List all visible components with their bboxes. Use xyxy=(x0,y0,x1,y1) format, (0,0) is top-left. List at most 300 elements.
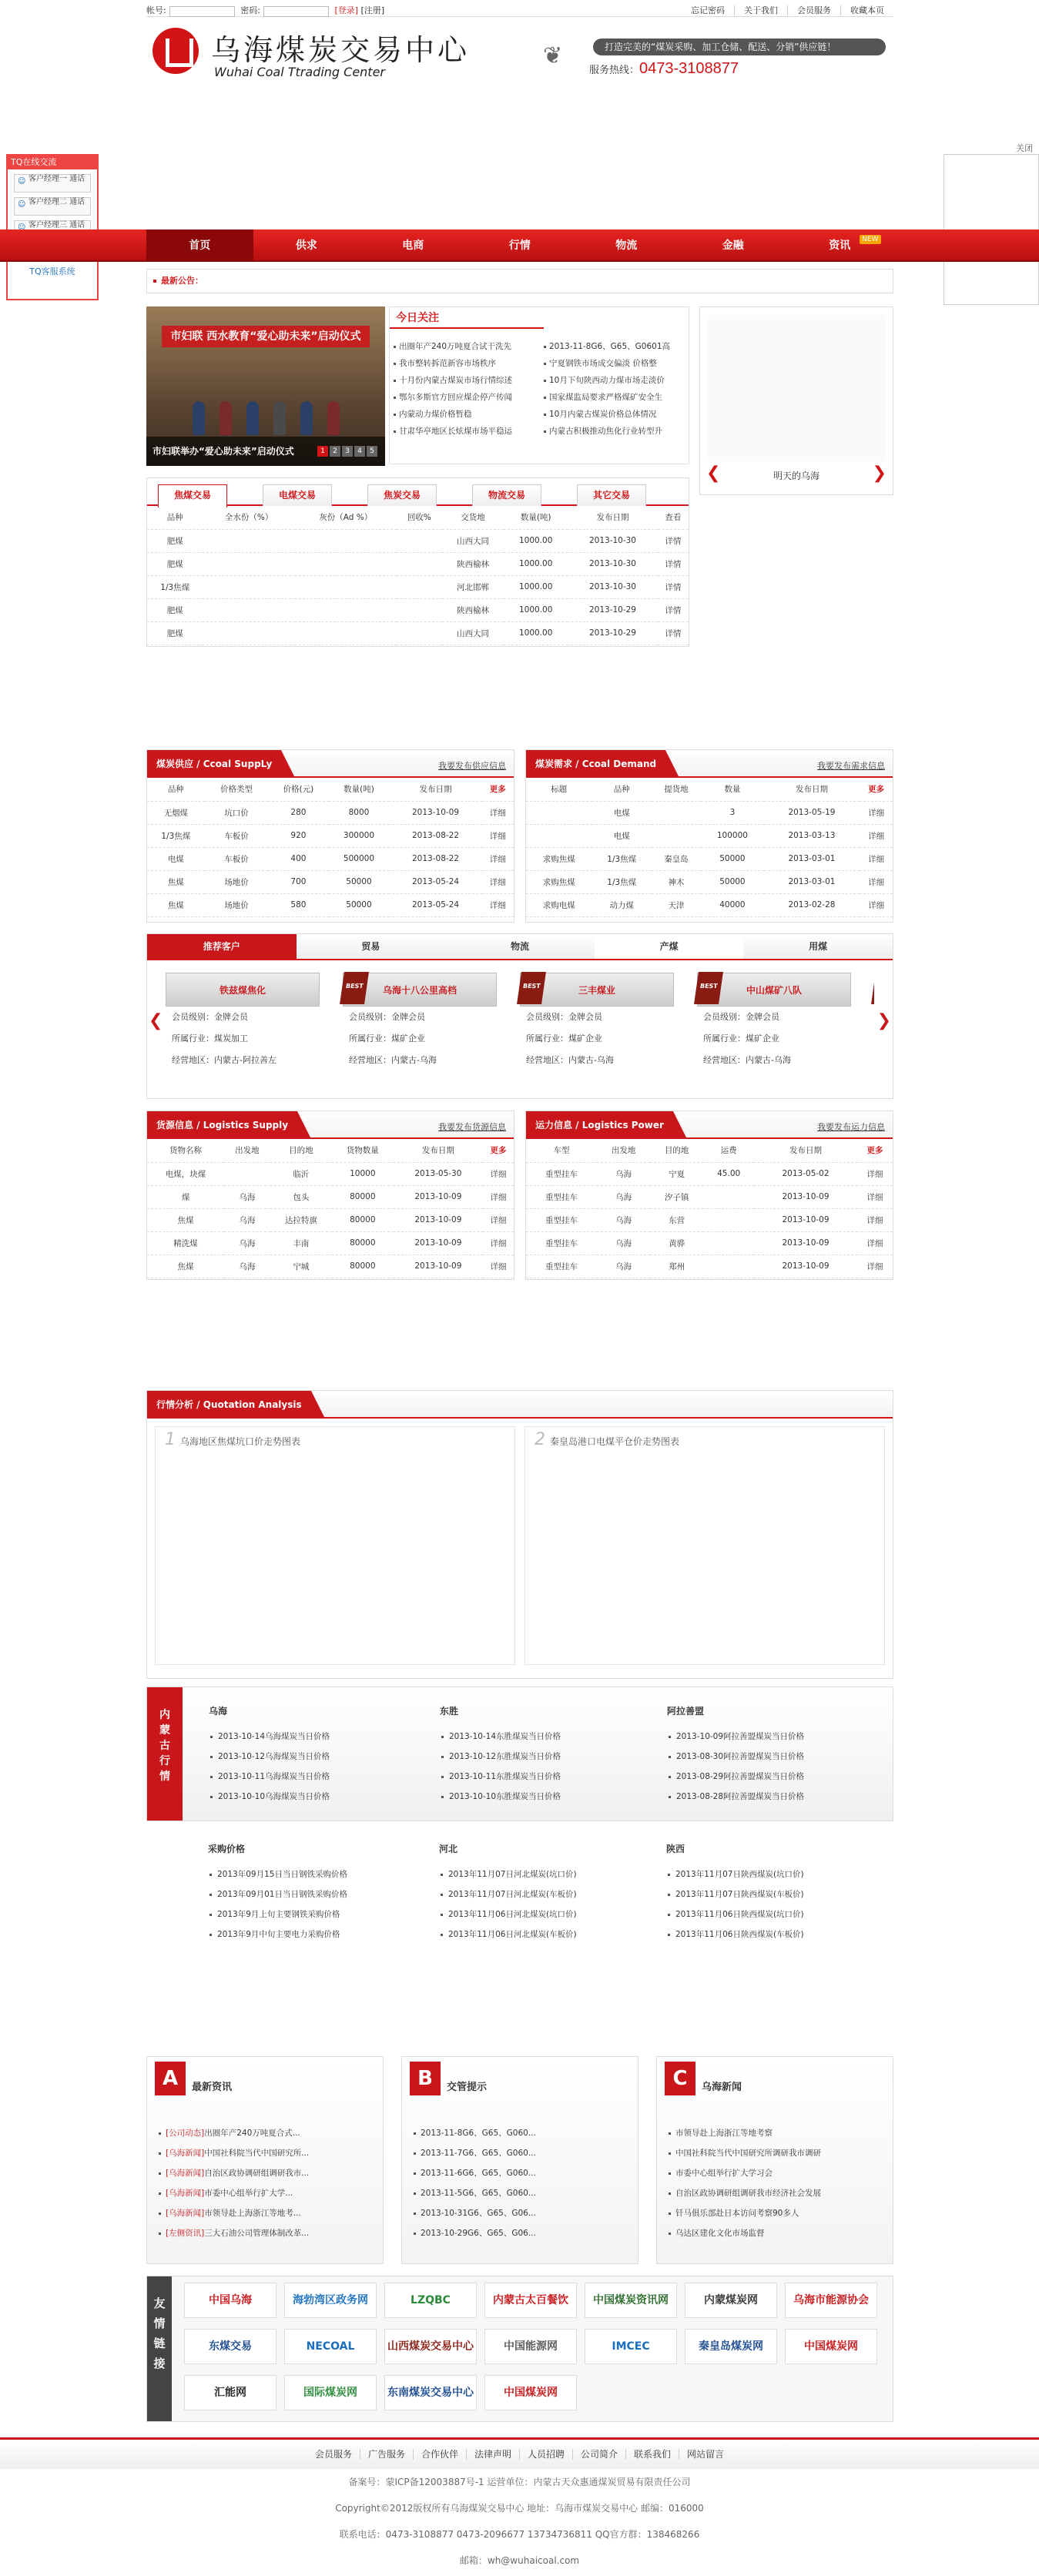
detail-link[interactable]: 详细 xyxy=(483,1231,514,1255)
table-header: 品种 xyxy=(147,506,203,529)
focus-item[interactable]: 内蒙动力煤价格暂稳 xyxy=(390,406,540,423)
table-cell: 包头 xyxy=(270,1185,332,1208)
market-item[interactable]: 2013-10-14乌海煤炭当日价格 xyxy=(209,1727,330,1747)
market-item[interactable]: 2013年09月01日当日钢铁采购价格 xyxy=(208,1884,347,1904)
detail-link[interactable]: 详细 xyxy=(857,1185,893,1208)
register-link[interactable]: [注册] xyxy=(360,5,385,15)
detail-link[interactable]: 详细 xyxy=(482,824,514,847)
market-item[interactable]: 2013年11月07日河北煤炭(坑口价) xyxy=(439,1864,577,1884)
customer-name: 中山煤矿八队 xyxy=(746,985,802,996)
link-logo[interactable]: 东南煤炭交易中心 xyxy=(384,2375,477,2410)
news-item[interactable]: 自治区政协调研组调研我市经济社会发展 xyxy=(668,2183,887,2203)
table-header: 灰份（Ad %） xyxy=(295,506,397,529)
table-row xyxy=(526,1185,893,1208)
table-cell: 宁夏 xyxy=(650,1162,703,1185)
table-cell: 山西大同 xyxy=(442,621,504,645)
table-header: 标题 xyxy=(526,778,592,801)
table-cell xyxy=(295,575,397,598)
qq-item[interactable]: ☺ 客户经理一 通话 xyxy=(14,174,91,193)
customer-line: 会员级别：金牌会员 xyxy=(703,1012,779,1022)
detail-link[interactable]: 详细 xyxy=(860,801,893,824)
detail-link[interactable]: 详细 xyxy=(857,1208,893,1231)
news-item[interactable]: 2013-11-6G6、G65、G060... xyxy=(413,2163,632,2183)
link-logo[interactable]: 内蒙煤炭网 xyxy=(685,2283,777,2318)
table-cell: 2013-02-28 xyxy=(764,893,860,916)
table-cell: 2013-10-09 xyxy=(394,1208,483,1231)
demand-table xyxy=(526,778,893,917)
table-cell: 重型挂车 xyxy=(526,1185,597,1208)
tab-customer[interactable]: 推荐客户 xyxy=(147,934,297,959)
focus-item[interactable]: 甘肃华亭地区长炫煤市场平稳运 xyxy=(390,423,540,440)
market-item[interactable]: 2013年9月中旬主要电力采购价格 xyxy=(208,1924,347,1945)
table-cell: 汐子镇 xyxy=(650,1185,703,1208)
table-row xyxy=(526,1162,893,1185)
nav-item[interactable]: 行情 xyxy=(508,240,531,252)
slideshow[interactable] xyxy=(146,307,385,466)
news-text: 市委中心组举行扩大学... xyxy=(204,2189,293,2198)
table-cell: 场地价 xyxy=(205,870,269,893)
focus-item[interactable]: 鄂尔多斯官方回应煤企停产传闻 xyxy=(390,389,540,406)
table-cell: 1/3焦煤 xyxy=(147,824,205,847)
table-row xyxy=(526,870,893,893)
table-row xyxy=(147,1255,514,1278)
tab-customer[interactable]: 物流 xyxy=(510,941,529,952)
table-cell: 陕西榆林 xyxy=(442,598,504,621)
detail-link[interactable]: 详细 xyxy=(860,870,893,893)
table-cell: 焦煤 xyxy=(147,893,205,916)
top-link[interactable]: 会员服务 xyxy=(787,5,840,15)
tab-trade[interactable]: 电煤交易 xyxy=(263,484,332,506)
coal-supply-section xyxy=(146,749,514,923)
table-cell: 临沂 xyxy=(270,1162,332,1185)
more-link[interactable]: 更多 xyxy=(482,778,514,801)
table-cell xyxy=(203,552,294,575)
slide-dot[interactable]: 2 xyxy=(330,446,340,457)
customer-name: 乌海十八公里高档 xyxy=(382,985,457,996)
market-col-title: 采购价格 xyxy=(208,1844,246,1854)
tab-trade[interactable]: 物流交易 xyxy=(472,484,541,506)
table-header: 品种 xyxy=(592,778,652,801)
slide-dot[interactable]: 3 xyxy=(342,446,353,457)
market-item[interactable]: 2013年11月06日河北煤炭(车板价) xyxy=(439,1924,577,1945)
market-item[interactable]: 2013-10-10东胜煤炭当日价格 xyxy=(440,1787,561,1807)
news-item[interactable]: 2013-10-31G6、G65、G06... xyxy=(413,2203,632,2223)
customer-card[interactable] xyxy=(166,973,320,1088)
table-cell: 2013-10-09 xyxy=(389,801,481,824)
table-cell xyxy=(397,529,442,552)
table-cell: 电煤 xyxy=(592,824,652,847)
publish-capacity-link[interactable]: 我要发布运力信息 xyxy=(817,1122,885,1132)
person-figure xyxy=(273,401,286,435)
city-showcase xyxy=(699,307,893,495)
detail-link[interactable]: 详细 xyxy=(482,801,514,824)
tab-customer[interactable]: 贸易 xyxy=(361,941,380,952)
table-cell: 电煤，块煤 xyxy=(147,1162,224,1185)
detail-link[interactable]: 详细 xyxy=(483,1208,514,1231)
link-logo[interactable]: 中国煤炭资讯网 xyxy=(585,2283,677,2318)
customer-card[interactable] xyxy=(343,973,497,1088)
table-row xyxy=(147,598,689,621)
table-row xyxy=(526,1255,893,1278)
quotation-analysis xyxy=(146,1390,893,1679)
more-link[interactable]: 更多 xyxy=(483,1139,514,1162)
detail-link[interactable]: 详细 xyxy=(482,847,514,870)
table-cell: 2013-10-09 xyxy=(754,1231,857,1255)
tab-trade[interactable]: 其它交易 xyxy=(577,484,646,506)
table-cell: 700 xyxy=(268,870,328,893)
table-header-row xyxy=(147,778,514,801)
market-col-title: 阿拉善盟 xyxy=(667,1706,705,1717)
city-picture[interactable] xyxy=(708,315,885,461)
news-item[interactable]: 市领导赴上海浙江等地考察 xyxy=(668,2123,887,2143)
table-cell: 300000 xyxy=(329,824,390,847)
top-link[interactable]: 关于我们 xyxy=(734,5,787,15)
top-link[interactable]: 忘记密码 xyxy=(691,5,725,15)
footer-line: 联系电话：0473-3108877 0473-2096677 13734736811 QQ官方群：138468266 xyxy=(339,2529,700,2540)
detail-link[interactable]: 详细 xyxy=(860,847,893,870)
table-row xyxy=(526,801,893,824)
link-logo[interactable]: 中国能源网 xyxy=(484,2329,577,2364)
link-logo[interactable]: 东煤交易 xyxy=(184,2329,277,2364)
footer-link[interactable]: 会员服务 xyxy=(314,2449,352,2460)
table-cell: 求购焦煤 xyxy=(526,870,592,893)
customer-card[interactable] xyxy=(520,973,674,1088)
link-logo[interactable]: LZQBC xyxy=(384,2283,477,2318)
today-focus xyxy=(389,307,689,464)
news-item[interactable] xyxy=(158,2203,377,2223)
table-cell: 45.00 xyxy=(703,1162,754,1185)
footer-link[interactable]: 法律声明 xyxy=(466,2449,519,2460)
more-link[interactable]: 更多 xyxy=(857,1139,893,1162)
news-badge: C xyxy=(665,2062,695,2095)
table-cell: 2013-05-02 xyxy=(754,1162,857,1185)
section-title: 货源信息 / Logistics Supply xyxy=(147,1111,297,1139)
news-tag: [公司动态] xyxy=(166,2129,205,2138)
publish-supply-link[interactable]: 我要发布供应信息 xyxy=(438,761,506,771)
table-header-row xyxy=(147,1139,514,1162)
market-item[interactable]: 2013-08-30阿拉善盟煤炭当日价格 xyxy=(667,1747,804,1767)
section-title: 运力信息 / Logistics Power xyxy=(526,1111,673,1139)
news-item[interactable] xyxy=(158,2223,377,2243)
table-cell: 乌海 xyxy=(224,1255,270,1278)
ad-close-button[interactable]: 关闭 xyxy=(1016,143,1033,153)
publish-cargo-link[interactable]: 我要发布货源信息 xyxy=(438,1122,506,1132)
focus-item[interactable]: 十月份内蒙古煤炭市场行情综述 xyxy=(390,372,540,389)
table-cell xyxy=(295,621,397,645)
footer-link[interactable]: 公司简介 xyxy=(572,2449,625,2460)
market-item[interactable]: 2013-10-12东胜煤炭当日价格 xyxy=(440,1747,561,1767)
tab-customer[interactable]: 用煤 xyxy=(809,941,828,952)
person-figure xyxy=(300,401,313,435)
table-cell: 2013-10-09 xyxy=(754,1255,857,1278)
detail-link[interactable]: 详情 xyxy=(658,552,689,575)
trade-panel xyxy=(146,477,689,647)
table-cell: 2013-10-09 xyxy=(754,1208,857,1231)
table-cell: 2013-10-09 xyxy=(394,1185,483,1208)
detail-link[interactable]: 详细 xyxy=(860,824,893,847)
table-cell: 2013-03-01 xyxy=(764,847,860,870)
table-row xyxy=(147,575,689,598)
table-cell xyxy=(295,598,397,621)
market-item[interactable]: 2013-08-29阿拉善盟煤炭当日价格 xyxy=(667,1767,804,1787)
price-chart-qinhuangdao[interactable] xyxy=(525,1426,885,1665)
footer-link[interactable]: 联系我们 xyxy=(625,2449,679,2460)
focus-item[interactable]: 出圈年产240万吨夏合试干洗先 xyxy=(390,338,540,355)
nav-item-label: 资讯 xyxy=(829,240,851,252)
table-row xyxy=(526,824,893,847)
table-header: 全水份（%） xyxy=(203,506,294,529)
detail-link[interactable]: 详细 xyxy=(483,1162,514,1185)
market-item[interactable]: 2013年11月06日陕西煤炭(车板价) xyxy=(666,1924,804,1945)
link-logo[interactable]: IMCEC xyxy=(585,2329,677,2364)
table-cell xyxy=(703,1255,754,1278)
market-item[interactable]: 2013-10-09阿拉善盟煤炭当日价格 xyxy=(667,1727,804,1747)
news-item[interactable]: 2013-10-29G6、G65、G06... xyxy=(413,2223,632,2243)
market-item[interactable]: 2013-10-10乌海煤炭当日价格 xyxy=(209,1787,330,1807)
link-logo[interactable]: 中国乌海 xyxy=(184,2283,277,2318)
detail-link[interactable]: 详细 xyxy=(482,870,514,893)
footer-link[interactable]: 网站留言 xyxy=(679,2449,732,2460)
table-header: 发布日期 xyxy=(394,1139,483,1162)
nav-item[interactable]: 金融 xyxy=(722,240,744,252)
table-cell: 1000.00 xyxy=(504,621,568,645)
table-cell: 580 xyxy=(268,893,328,916)
slide-dot[interactable]: 4 xyxy=(354,446,365,457)
focus-item[interactable]: 内蒙古积极推动焦化行业转型升 xyxy=(540,423,690,440)
table-cell: 乌海 xyxy=(224,1231,270,1255)
market-item[interactable]: 2013-10-11东胜煤炭当日价格 xyxy=(440,1767,561,1787)
nav-item[interactable]: 首页 xyxy=(146,229,253,262)
table-header: 货物数量 xyxy=(332,1139,394,1162)
news-title: 交管提示 xyxy=(447,2082,488,2093)
customer-card[interactable] xyxy=(697,973,851,1088)
footer-line: 备案号：蒙ICP备12003887号-1 运营单位：内蒙古天众惠通煤炭贸易有限责任公司 xyxy=(348,2477,691,2487)
news-item[interactable] xyxy=(158,2143,377,2163)
news-item[interactable]: 市委中心组举行扩大学习会 xyxy=(668,2163,887,2183)
focus-item[interactable]: 2013-11-8G6、G65、G0601高 xyxy=(540,338,690,355)
news-text: 自治区政协调研组调研我市... xyxy=(204,2169,310,2178)
slide-caption[interactable]: 市妇联举办“爱心助未来”启动仪式 xyxy=(146,437,385,466)
detail-link[interactable]: 详细 xyxy=(483,1255,514,1278)
other-market xyxy=(146,1833,893,1964)
table-row xyxy=(147,870,514,893)
news-item[interactable]: 2013-11-5G6、G65、G060... xyxy=(413,2183,632,2203)
news-badge: B xyxy=(410,2062,441,2095)
tab-trade[interactable]: 焦煤交易 xyxy=(158,484,227,507)
customer-prev-icon[interactable]: ❮ xyxy=(149,1011,163,1030)
market-item[interactable]: 2013年09月15日当日钢铁采购价格 xyxy=(208,1864,347,1884)
focus-item[interactable]: 10月下旬陕西动力煤市场走淡价 xyxy=(540,372,690,389)
market-item[interactable]: 2013年11月06日河北煤炭(坑口价) xyxy=(439,1904,577,1924)
focus-item[interactable]: 国家煤监局要求严格煤矿安全生 xyxy=(540,389,690,406)
table-cell xyxy=(203,621,294,645)
table-cell: 2013-10-29 xyxy=(568,621,658,645)
customer-line: 所属行业：煤炭加工 xyxy=(172,1033,248,1043)
table-header: 发布日期 xyxy=(568,506,658,529)
table-cell: 重型挂车 xyxy=(526,1255,597,1278)
table-header: 车型 xyxy=(526,1139,597,1162)
news-box-c xyxy=(656,2056,893,2264)
news-item[interactable] xyxy=(158,2123,377,2143)
tab-trade[interactable]: 焦炭交易 xyxy=(367,484,437,506)
focus-list-right xyxy=(540,332,690,440)
customer-line: 经营地区：内蒙古-阿拉善左 xyxy=(172,1055,277,1065)
market-item[interactable]: 2013年11月07日陕西煤炭(车板价) xyxy=(666,1884,804,1904)
news-text: 中国社科院当代中国研究所... xyxy=(204,2149,310,2158)
table-row xyxy=(147,801,514,824)
table-cell: 重型挂车 xyxy=(526,1231,597,1255)
table-cell xyxy=(397,598,442,621)
detail-link[interactable]: 详细 xyxy=(857,1255,893,1278)
market-item[interactable]: 2013年9月上旬主要钢铁采购价格 xyxy=(208,1904,347,1924)
customer-next-icon[interactable]: ❯ xyxy=(876,1011,891,1030)
news-item[interactable]: 乌达区建化文化市场监督 xyxy=(668,2223,887,2243)
table-header: 价格(元) xyxy=(268,778,328,801)
detail-link[interactable]: 详细 xyxy=(860,893,893,916)
login-button[interactable]: [登录] xyxy=(334,5,359,15)
news-text: 市领导赴上海浙江等地考... xyxy=(204,2209,301,2218)
link-logo[interactable]: 内蒙古太百餐饮 xyxy=(484,2283,577,2318)
table-cell: 2013-05-30 xyxy=(394,1162,483,1185)
table-cell: 乌海 xyxy=(224,1208,270,1231)
table-cell: 50000 xyxy=(329,870,390,893)
detail-link[interactable]: 详情 xyxy=(658,621,689,645)
table-cell: 920 xyxy=(268,824,328,847)
qq-item[interactable]: ☺ 客户经理三 通话 xyxy=(14,220,91,239)
table-cell: 50000 xyxy=(701,870,764,893)
table-cell: 2013-10-09 xyxy=(754,1185,857,1208)
coal-demand-section xyxy=(525,749,893,923)
link-logo[interactable]: 山西煤炭交易中心 xyxy=(384,2329,477,2364)
slide-dot[interactable]: 1 xyxy=(317,446,328,457)
footer-link[interactable]: 人员招聘 xyxy=(519,2449,572,2460)
table-cell xyxy=(295,529,397,552)
chart-number: 1 xyxy=(165,1430,176,1449)
detail-link[interactable]: 详情 xyxy=(658,575,689,598)
more-link[interactable]: 更多 xyxy=(860,778,893,801)
qq-item[interactable]: ☺ 客户经理二 通话 xyxy=(14,197,91,216)
link-logo[interactable]: 中国煤炭网 xyxy=(785,2329,877,2364)
footer-line: Copyright©2012版权所有乌海煤炭交易中心 地址：乌海市煤炭交易中心 邮编：016000 xyxy=(335,2503,704,2514)
logo-mark-icon xyxy=(152,28,199,74)
customer-line: 会员级别：金牌会员 xyxy=(526,1012,602,1022)
market-item[interactable]: 2013年11月07日河北煤炭(车板价) xyxy=(439,1884,577,1904)
table-header: 出发地 xyxy=(597,1139,650,1162)
link-logo[interactable]: 汇能网 xyxy=(184,2375,277,2410)
link-logo[interactable]: 乌海市能源协会 xyxy=(785,2283,877,2318)
detail-link[interactable]: 详细 xyxy=(483,1185,514,1208)
link-logo[interactable]: 秦皇岛煤炭网 xyxy=(685,2329,777,2364)
logo-en: Wuhai Coal Ttrading Center xyxy=(214,65,385,79)
city-prev-icon[interactable]: ❮ xyxy=(706,464,721,483)
news-item[interactable]: 钎马俱乐部赴日本访问考察90多人 xyxy=(668,2203,887,2223)
table-cell: 丰南 xyxy=(270,1231,332,1255)
table-cell: 宁城 xyxy=(270,1255,332,1278)
table-cell: 陕西榆林 xyxy=(442,552,504,575)
detail-link[interactable]: 详细 xyxy=(857,1162,893,1185)
market-item[interactable]: 2013-10-14东胜煤炭当日价格 xyxy=(440,1727,561,1747)
news-title: 乌海新闻 xyxy=(702,2082,742,2093)
link-logo[interactable]: NECOAL xyxy=(284,2329,377,2364)
nav-item[interactable]: 电商 xyxy=(402,240,424,252)
market-col xyxy=(208,1842,347,1945)
link-logo[interactable]: 国际煤炭网 xyxy=(284,2375,377,2410)
table-cell xyxy=(203,598,294,621)
table-cell: 1/3焦煤 xyxy=(592,870,652,893)
detail-link[interactable]: 详情 xyxy=(658,598,689,621)
market-item[interactable]: 2013年11月07日陕西煤炭(坑口价) xyxy=(666,1864,804,1884)
news-item[interactable]: 中国社科院当代中国研究所调研我市调研 xyxy=(668,2143,887,2163)
hotline-number: 0473-3108877 xyxy=(639,60,739,77)
market-item[interactable]: 2013年11月06日陕西煤炭(坑口价) xyxy=(666,1904,804,1924)
tab-customer[interactable]: 产煤 xyxy=(595,934,744,959)
market-col xyxy=(440,1704,561,1807)
qq-sys: TQ客服系统 xyxy=(29,266,75,276)
chart-title: 秦皇岛港口电煤平仓价走势图表 xyxy=(550,1436,680,1447)
person-figure xyxy=(327,401,340,435)
table-cell: 80000 xyxy=(332,1185,394,1208)
table-cell: 肥煤 xyxy=(147,552,203,575)
table-row xyxy=(526,847,893,870)
customer-line: 经营地区：内蒙古-乌海 xyxy=(349,1055,437,1065)
table-cell xyxy=(652,824,701,847)
top-link[interactable]: 收藏本页 xyxy=(840,5,893,15)
city-name: 明天的乌海 xyxy=(773,471,819,481)
market-item[interactable]: 2013-08-28阿拉善盟煤炭当日价格 xyxy=(667,1787,804,1807)
market-item[interactable]: 2013-10-11乌海煤炭当日价格 xyxy=(209,1767,330,1787)
link-logo[interactable]: 中国煤炭网 xyxy=(484,2375,577,2410)
news-item[interactable]: 2013-11-8G6、G65、G060... xyxy=(413,2123,632,2143)
news-item[interactable] xyxy=(158,2163,377,2183)
table-cell xyxy=(652,801,701,824)
focus-item[interactable]: 10月内蒙古煤炭价格总体情况 xyxy=(540,406,690,423)
table-header: 交货地 xyxy=(442,506,504,529)
nav-item-news[interactable] xyxy=(786,229,893,262)
footer-link[interactable]: 合作伙伴 xyxy=(413,2449,466,2460)
market-item[interactable]: 2013-10-12乌海煤炭当日价格 xyxy=(209,1747,330,1767)
footer-line[interactable]: 邮箱：wh@wuhaicoal.com xyxy=(459,2555,580,2566)
nav-item[interactable]: 物流 xyxy=(615,240,638,252)
city-next-icon[interactable]: ❯ xyxy=(872,464,887,483)
focus-list-left xyxy=(390,332,540,440)
customer-line: 经营地区：内蒙古-乌海 xyxy=(526,1055,614,1065)
news-item[interactable]: 2013-11-7G6、G65、G060... xyxy=(413,2143,632,2163)
table-header: 发布日期 xyxy=(764,778,860,801)
price-chart-wuhai[interactable] xyxy=(155,1426,515,1665)
table-cell: 求购电煤 xyxy=(526,893,592,916)
nav-item[interactable]: 供求 xyxy=(295,240,317,252)
slide-dot[interactable]: 5 xyxy=(367,446,377,457)
logo[interactable] xyxy=(146,23,501,85)
detail-link[interactable]: 详细 xyxy=(857,1231,893,1255)
slide-banner: 市妇联 西水教育“爱心助未来”启动仪式 xyxy=(162,326,370,347)
table-row xyxy=(526,1231,893,1255)
news-item[interactable] xyxy=(158,2183,377,2203)
table-cell: 80000 xyxy=(332,1208,394,1231)
link-logo[interactable]: 海勃湾区政务网 xyxy=(284,2283,377,2318)
table-row xyxy=(147,552,689,575)
table-row xyxy=(526,1208,893,1231)
focus-item[interactable]: 我市整转拆范新容市场秩序 xyxy=(390,355,540,372)
detail-link[interactable]: 详细 xyxy=(482,893,514,916)
footer-link[interactable]: 广告服务 xyxy=(360,2449,413,2460)
table-row xyxy=(147,1231,514,1255)
customer-name: 铁兹煤焦化 xyxy=(219,985,266,996)
section-title: 行情分析 / Quotation Analysis xyxy=(147,1391,311,1419)
focus-item[interactable]: 宁夏钢铁市场成交偏淡 价格整 xyxy=(540,355,690,372)
detail-link[interactable]: 详情 xyxy=(658,529,689,552)
publish-demand-link[interactable]: 我要发布需求信息 xyxy=(817,761,885,771)
